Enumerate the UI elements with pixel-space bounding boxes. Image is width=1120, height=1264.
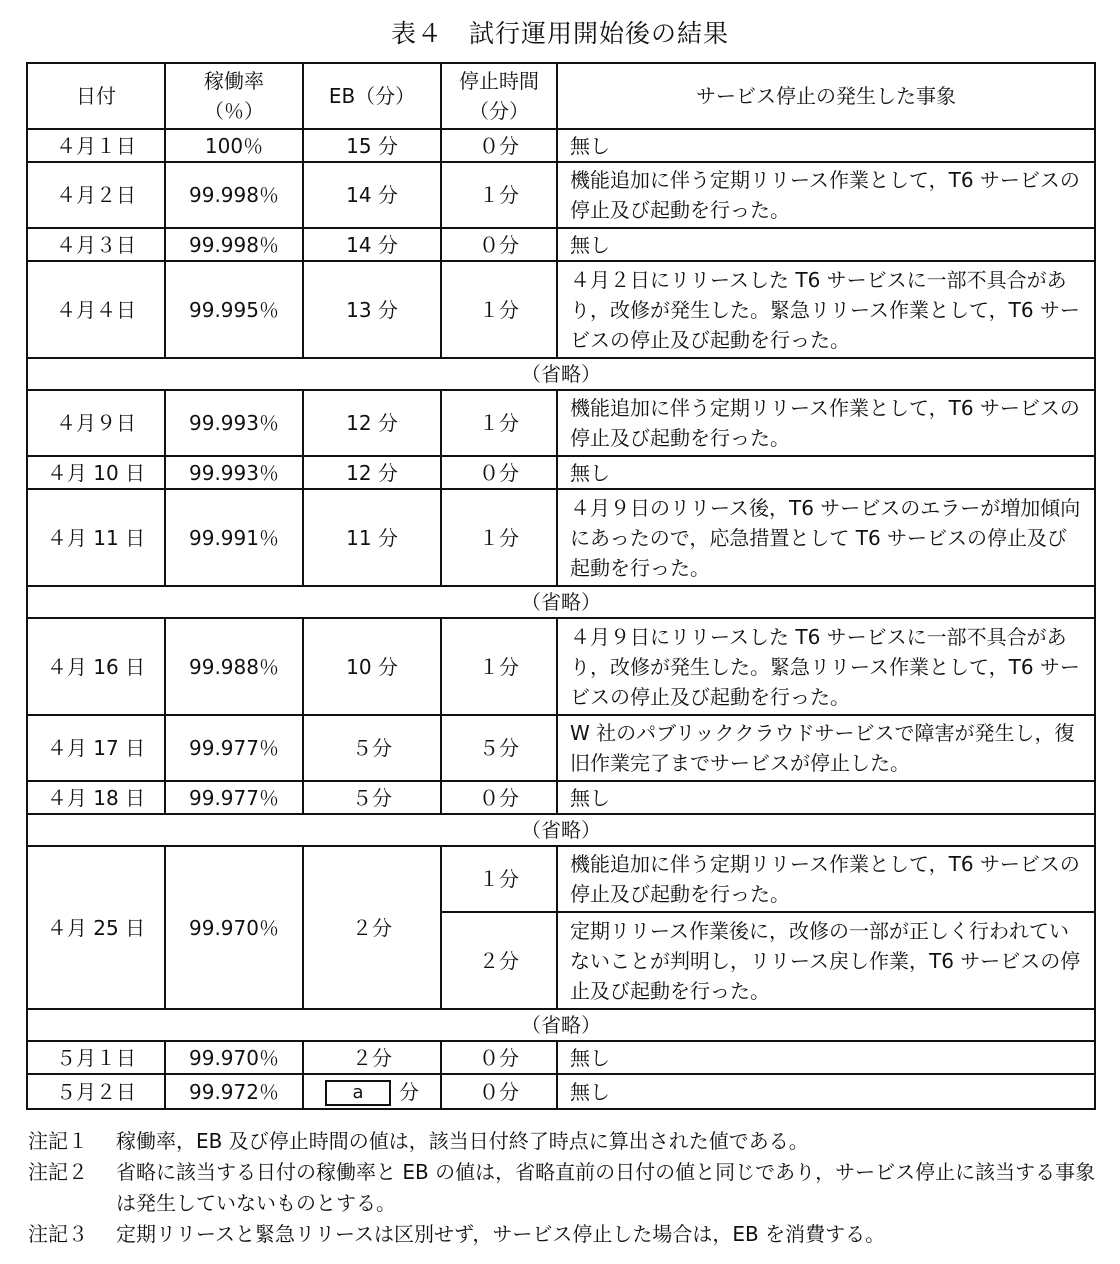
table-row bbox=[27, 489, 1095, 586]
cell-eb: 15 分 bbox=[303, 129, 441, 162]
cell-eb: 14 分 bbox=[303, 228, 441, 261]
results-table bbox=[26, 62, 1096, 1110]
cell-date: ５月２日 bbox=[27, 1074, 165, 1109]
note bbox=[28, 1219, 1098, 1250]
cell-stop: ０分 bbox=[441, 129, 557, 162]
cell-rate: 99.970％ bbox=[165, 1041, 303, 1074]
cell-stop: ５分 bbox=[441, 715, 557, 781]
omitted-row bbox=[27, 586, 1095, 618]
table-row bbox=[27, 715, 1095, 781]
table-row bbox=[27, 261, 1095, 358]
cell-event: ４月９日にリリースした T6 サービスに一部不具合があり，改修が発生した。緊急リリース作業として，T6 サービスの停止及び起動を行った。 bbox=[557, 618, 1095, 715]
cell-event: 無し bbox=[557, 456, 1095, 489]
cell-eb: ２分 bbox=[303, 1041, 441, 1074]
cell-event: 無し bbox=[557, 129, 1095, 162]
cell-rate: 100％ bbox=[165, 129, 303, 162]
cell-stop: ０分 bbox=[441, 1074, 557, 1109]
cell-event: 機能追加に伴う定期リリース作業として，T6 サービスの停止及び起動を行った。 bbox=[557, 846, 1095, 912]
header-stop-text: 停止時間 （分） bbox=[459, 69, 539, 123]
cell-rate: 99.970％ bbox=[165, 846, 303, 1009]
cell-eb: ５分 bbox=[303, 715, 441, 781]
header-rate-text: 稼働率 （％） bbox=[204, 69, 264, 123]
cell-eb: 14 分 bbox=[303, 162, 441, 228]
cell-eb: 12 分 bbox=[303, 390, 441, 456]
table-row bbox=[27, 162, 1095, 228]
cell-stop: ２分 bbox=[441, 912, 557, 1009]
note-label: 注記２ bbox=[28, 1160, 88, 1184]
answer-blank-box: a bbox=[325, 1080, 391, 1106]
table-row bbox=[27, 129, 1095, 162]
table-row bbox=[27, 846, 1095, 912]
eb-unit: 分 bbox=[399, 1079, 419, 1104]
cell-stop: １分 bbox=[441, 846, 557, 912]
cell-event: 無し bbox=[557, 1074, 1095, 1109]
omitted-row bbox=[27, 814, 1095, 846]
cell-stop: ０分 bbox=[441, 456, 557, 489]
omitted-label: （省略） bbox=[27, 358, 1095, 390]
note bbox=[28, 1126, 1098, 1157]
table-row bbox=[27, 781, 1095, 814]
table-row bbox=[27, 1074, 1095, 1109]
cell-stop: １分 bbox=[441, 261, 557, 358]
note-text: 定期リリースと緊急リリースは区別せず，サービス停止した場合は，EB を消費する。 bbox=[116, 1222, 886, 1246]
cell-eb: ２分 bbox=[303, 846, 441, 1009]
header-stop bbox=[441, 63, 557, 129]
cell-rate: 99.991％ bbox=[165, 489, 303, 586]
cell-rate: 99.972％ bbox=[165, 1074, 303, 1109]
omitted-label: （省略） bbox=[27, 814, 1095, 846]
note-text: 稼働率，EB 及び停止時間の値は，該当日付終了時点に算出された値である。 bbox=[116, 1129, 809, 1153]
cell-date: ４月２日 bbox=[27, 162, 165, 228]
cell-stop: ０分 bbox=[441, 781, 557, 814]
cell-stop: １分 bbox=[441, 390, 557, 456]
cell-event: 定期リリース作業後に，改修の一部が正しく行われていないことが判明し，リリース戻し作業，T6 サービスの停止及び起動を行った。 bbox=[557, 912, 1095, 1009]
cell-rate: 99.977％ bbox=[165, 781, 303, 814]
cell-date: ４月 16 日 bbox=[27, 618, 165, 715]
header-eb: EB（分） bbox=[303, 63, 441, 129]
cell-rate: 99.988％ bbox=[165, 618, 303, 715]
note-label: 注記１ bbox=[28, 1129, 88, 1153]
cell-stop: １分 bbox=[441, 162, 557, 228]
cell-eb bbox=[303, 1074, 441, 1109]
table-title: 表４ 試行運用開始後の結果 bbox=[390, 19, 729, 48]
cell-rate: 99.998％ bbox=[165, 228, 303, 261]
table-row bbox=[27, 390, 1095, 456]
cell-date: ４月 11 日 bbox=[27, 489, 165, 586]
cell-rate: 99.998％ bbox=[165, 162, 303, 228]
cell-eb: 11 分 bbox=[303, 489, 441, 586]
omitted-label: （省略） bbox=[27, 1009, 1095, 1041]
cell-rate: 99.993％ bbox=[165, 456, 303, 489]
cell-stop: ０分 bbox=[441, 1041, 557, 1074]
omitted-label: （省略） bbox=[27, 586, 1095, 618]
cell-date: ４月３日 bbox=[27, 228, 165, 261]
table-row bbox=[27, 228, 1095, 261]
cell-date: ４月 10 日 bbox=[27, 456, 165, 489]
header-event: サービス停止の発生した事象 bbox=[557, 63, 1095, 129]
omitted-row bbox=[27, 358, 1095, 390]
cell-event: 機能追加に伴う定期リリース作業として，T6 サービスの停止及び起動を行った。 bbox=[557, 162, 1095, 228]
cell-rate: 99.977％ bbox=[165, 715, 303, 781]
cell-stop: ０分 bbox=[441, 228, 557, 261]
cell-date: ４月 17 日 bbox=[27, 715, 165, 781]
cell-date: ４月 25 日 bbox=[27, 846, 165, 1009]
omitted-row bbox=[27, 1009, 1095, 1041]
table-row bbox=[27, 618, 1095, 715]
cell-event: ４月２日にリリースした T6 サービスに一部不具合があり，改修が発生した。緊急リリース作業として，T6 サービスの停止及び起動を行った。 bbox=[557, 261, 1095, 358]
cell-event: 無し bbox=[557, 1041, 1095, 1074]
note bbox=[28, 1157, 1098, 1219]
cell-date: ４月 18 日 bbox=[27, 781, 165, 814]
header-date: 日付 bbox=[27, 63, 165, 129]
cell-date: ４月９日 bbox=[27, 390, 165, 456]
notes bbox=[28, 1126, 1098, 1250]
cell-rate: 99.995％ bbox=[165, 261, 303, 358]
cell-rate: 99.993％ bbox=[165, 390, 303, 456]
cell-stop: １分 bbox=[441, 618, 557, 715]
note-label: 注記３ bbox=[28, 1222, 88, 1246]
cell-eb: 10 分 bbox=[303, 618, 441, 715]
cell-event: 無し bbox=[557, 228, 1095, 261]
cell-event: W 社のパブリッククラウドサービスで障害が発生し，復旧作業完了までサービスが停止した。 bbox=[557, 715, 1095, 781]
cell-event: 機能追加に伴う定期リリース作業として，T6 サービスの停止及び起動を行った。 bbox=[557, 390, 1095, 456]
cell-date: ４月４日 bbox=[27, 261, 165, 358]
cell-eb: ５分 bbox=[303, 781, 441, 814]
cell-eb: 12 分 bbox=[303, 456, 441, 489]
table-row bbox=[27, 1041, 1095, 1074]
cell-stop: １分 bbox=[441, 489, 557, 586]
cell-date: ５月１日 bbox=[27, 1041, 165, 1074]
cell-event: ４月９日のリリース後，T6 サービスのエラーが増加傾向にあったので，応急措置として T6 サービスの停止及び起動を行った。 bbox=[557, 489, 1095, 586]
note-text: 省略に該当する日付の稼働率と EB の値は，省略直前の日付の値と同じであり，サービス停止に該当する事象は発生していないものとする。 bbox=[116, 1160, 1096, 1215]
header-row bbox=[27, 63, 1095, 129]
cell-eb: 13 分 bbox=[303, 261, 441, 358]
table-row bbox=[27, 456, 1095, 489]
cell-date: ４月１日 bbox=[27, 129, 165, 162]
header-rate bbox=[165, 63, 303, 129]
cell-event: 無し bbox=[557, 781, 1095, 814]
